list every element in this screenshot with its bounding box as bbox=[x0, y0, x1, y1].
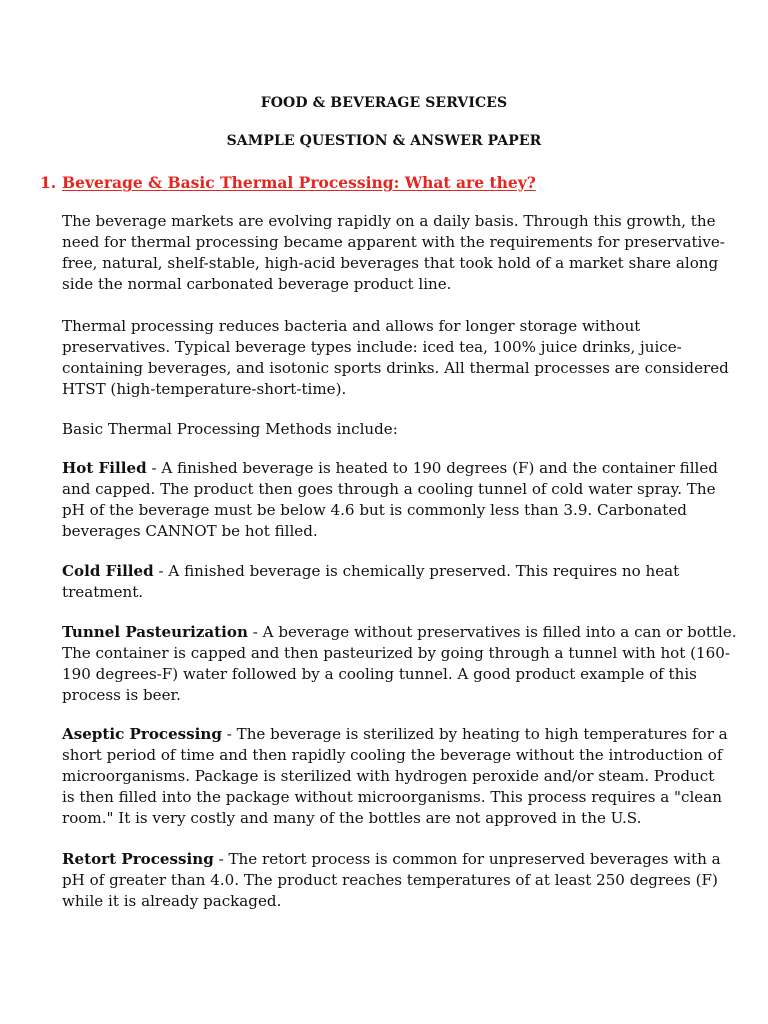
aseptic-line: - The beverage is sterilized by heating to high temperatures for a bbox=[221, 725, 728, 743]
tunnel-paragraph bbox=[62, 622, 737, 706]
aseptic-line: microorganisms. Package is sterilized with hydrogen peroxide and/or steam. Product bbox=[62, 767, 715, 785]
methods-intro-line: Basic Thermal Processing Methods include: bbox=[62, 420, 398, 438]
thermal-line: containing beverages, and isotonic sports drinks. All thermal processes are considered bbox=[62, 359, 729, 377]
aseptic-line: short period of time and then rapidly cooling the beverage without the introduction of bbox=[62, 746, 723, 764]
thermal-paragraph bbox=[62, 316, 729, 400]
tunnel-line: The container is capped and then pasteurized by going through a tunnel with hot (160- bbox=[62, 644, 730, 662]
thermal-line: Thermal processing reduces bacteria and allows for longer storage without bbox=[62, 317, 641, 335]
document-title: FOOD & BEVERAGE SERVICES bbox=[260, 95, 508, 111]
aseptic-line: room." It is very costly and many of the bottles are not approved in the U.S. bbox=[62, 809, 642, 827]
hot-filled-line: and capped. The product then goes through a cooling tunnel of cold water spray. The bbox=[62, 480, 716, 498]
tunnel-line: 190 degrees-F) water followed by a cooling tunnel. A good product example of this bbox=[62, 665, 697, 683]
retort-line: while it is already packaged. bbox=[62, 892, 282, 910]
cold-filled-line: treatment. bbox=[62, 583, 144, 601]
retort-term: Retort Processing bbox=[62, 850, 214, 868]
tunnel-line: process is beer. bbox=[62, 686, 181, 704]
aseptic-line: is then filled into the package without microorganisms. This process requires a "clean bbox=[62, 788, 722, 806]
intro-paragraph bbox=[62, 211, 724, 295]
cold-filled-line: - A finished beverage is chemically preserved. This requires no heat bbox=[153, 562, 680, 580]
thermal-line: HTST (high-temperature-short-time). bbox=[62, 380, 347, 398]
intro-line: The beverage markets are evolving rapidly on a daily basis. Through this growth, the bbox=[62, 212, 716, 230]
retort-line: pH of greater than 4.0. The product reaches temperatures of at least 250 degrees (F) bbox=[62, 871, 718, 889]
intro-line: side the normal carbonated beverage product line. bbox=[62, 275, 452, 293]
aseptic-paragraph bbox=[62, 724, 728, 829]
cold-filled-term: Cold Filled bbox=[62, 562, 154, 580]
cold-filled-paragraph bbox=[62, 561, 724, 603]
hot-filled-line: beverages CANNOT be hot filled. bbox=[62, 522, 318, 540]
tunnel-line: - A beverage without preservatives is filled into a can or bottle. bbox=[247, 623, 737, 641]
hot-filled-term: Hot Filled bbox=[62, 459, 147, 477]
retort-paragraph bbox=[62, 849, 724, 912]
methods-intro bbox=[62, 419, 724, 440]
hot-filled-line: pH of the beverage must be below 4.6 but is commonly less than 3.9. Carbonated bbox=[62, 501, 687, 519]
hot-filled-line: - A finished beverage is heated to 190 degrees (F) and the container filled bbox=[146, 459, 718, 477]
thermal-line: preservatives. Typical beverage types include: iced tea, 100% juice drinks, juice- bbox=[62, 338, 682, 356]
document-subtitle: SAMPLE QUESTION & ANSWER PAPER bbox=[226, 133, 542, 149]
intro-line: need for thermal processing became apparent with the requirements for preservative- bbox=[62, 233, 725, 251]
intro-line: free, natural, shelf-stable, high-acid beverages that took hold of a market share along bbox=[62, 254, 719, 272]
question-number: 1. bbox=[40, 173, 57, 192]
tunnel-term: Tunnel Pasteurization bbox=[62, 623, 248, 641]
aseptic-term: Aseptic Processing bbox=[62, 725, 222, 743]
question-heading bbox=[40, 173, 536, 192]
hot-filled-paragraph bbox=[62, 458, 724, 542]
question-text: Beverage & Basic Thermal Processing: What are they? bbox=[62, 173, 536, 192]
retort-line: - The retort process is common for unpreserved beverages with a bbox=[213, 850, 721, 868]
